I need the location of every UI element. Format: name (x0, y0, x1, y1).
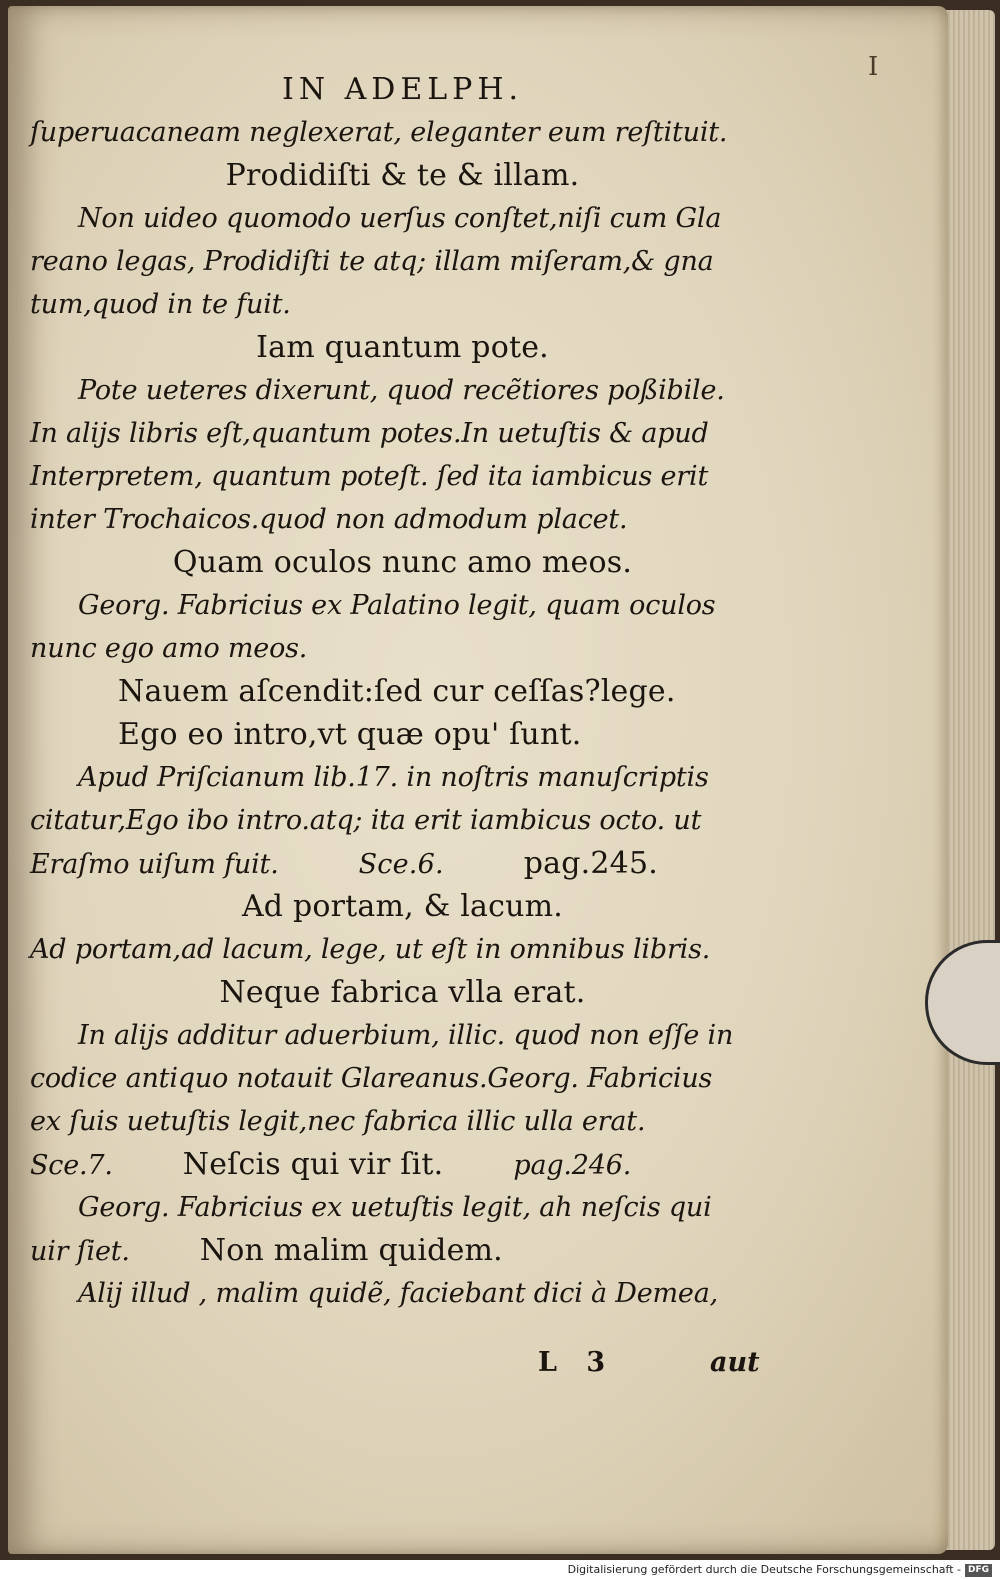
commentary-line: In alijs additur aduerbium, illic. quod non eſſe in (78, 1020, 734, 1051)
reference-line (30, 1229, 775, 1272)
commentary-line: ſuperuacaneam neglexerat, eleganter eum reſtituit. (30, 117, 728, 148)
running-header: IN ADELPH. (281, 72, 524, 107)
commentary-line: In alijs libris eſt,quantum potes.In uetuſtis & apud (30, 418, 709, 449)
text-group-b (30, 885, 775, 1143)
lemma-line: Ad portam, & lacum. (241, 889, 564, 924)
commentary-line: nunc ego amo meos. (30, 633, 308, 664)
lemma-line: Prodidiſti & te & illam. (225, 158, 580, 193)
commentary-line: Interpretem, quantum poteſt. ſed ita iambicus erit (30, 461, 709, 492)
scene-number: Sce.6. (358, 849, 444, 880)
lemma-text: Non malim quidem. (199, 1233, 503, 1268)
dfg-logo-icon: DFG (965, 1564, 992, 1577)
lemma-line: Iam quantum pote. (256, 330, 549, 365)
scene-number: Sce.7. (30, 1150, 113, 1181)
commentary-line: Georg. Fabricius ex Palatino legit, quam oculos (78, 590, 716, 621)
commentary-line: Non uideo quomodo uerſus conſtet,niſi cum Gla (78, 203, 722, 234)
commentary-line: Pote ueteres dixerunt, quod recẽtiores poßibile. (78, 375, 725, 406)
commentary-line: reano legas, Prodidiſti te atq; illam miſeram,& gna (30, 246, 714, 277)
reference-text: uir ſiet. (30, 1236, 130, 1267)
commentary-line: ex ſuis uetuſtis legit,nec fabrica illic ulla erat. (30, 1106, 646, 1137)
commentary-line: citatur,Ego ibo intro.atq; ita erit iambicus octo. ut (30, 805, 702, 836)
commentary-line: Ad portam,ad lacum, lege, ut eſt in omnibus libris. (30, 934, 711, 965)
reference-text: Eraſmo uiſum fuit. (30, 849, 279, 880)
lemma-line: Quam oculos nunc amo meos. (172, 545, 633, 580)
page-reference: pag.246. (513, 1150, 632, 1181)
lemma-text: Neſcis qui vir ſit. (182, 1147, 444, 1182)
reference-line (30, 1143, 775, 1186)
footer-credit (0, 1560, 1000, 1579)
reference-line (30, 842, 775, 885)
commentary-line: Alij illud , malim quidẽ, faciebant dici à Demea, (78, 1278, 718, 1309)
lemma-line: Ego eo intro,vt quæ opu' ſunt. (118, 717, 582, 752)
commentary-line: tum,quod in te fuit. (30, 289, 291, 320)
text-group-c (30, 1186, 775, 1229)
commentary-line: codice antiquo notauit Glareanus.Georg. Fabricius (30, 1063, 713, 1094)
signature-line (30, 1341, 775, 1384)
page-reference: pag.245. (523, 846, 658, 881)
text-group-a (30, 111, 775, 842)
corner-mark: I (868, 52, 879, 82)
commentary-line: Georg. Fabricius ex uetuſtis legit, ah neſcis qui (78, 1192, 712, 1223)
page-text (30, 68, 775, 1315)
commentary-line: Apud Priſcianum lib.17. in noſtris manuſcriptis (78, 762, 709, 793)
lemma-line: Nauem aſcendit:ſed cur ceſſas?lege. (118, 674, 676, 709)
signature-mark: L 3 (538, 1347, 616, 1378)
catchword: aut (710, 1347, 760, 1378)
text-group-d (30, 1272, 775, 1315)
commentary-line: inter Trochaicos.quod non admodum placet. (30, 504, 628, 535)
footer-text: Digitalisierung gefördert durch die Deutsche Forschungsgemeinschaft - (567, 1563, 961, 1576)
lemma-line: Neque fabrica vlla erat. (219, 975, 586, 1010)
